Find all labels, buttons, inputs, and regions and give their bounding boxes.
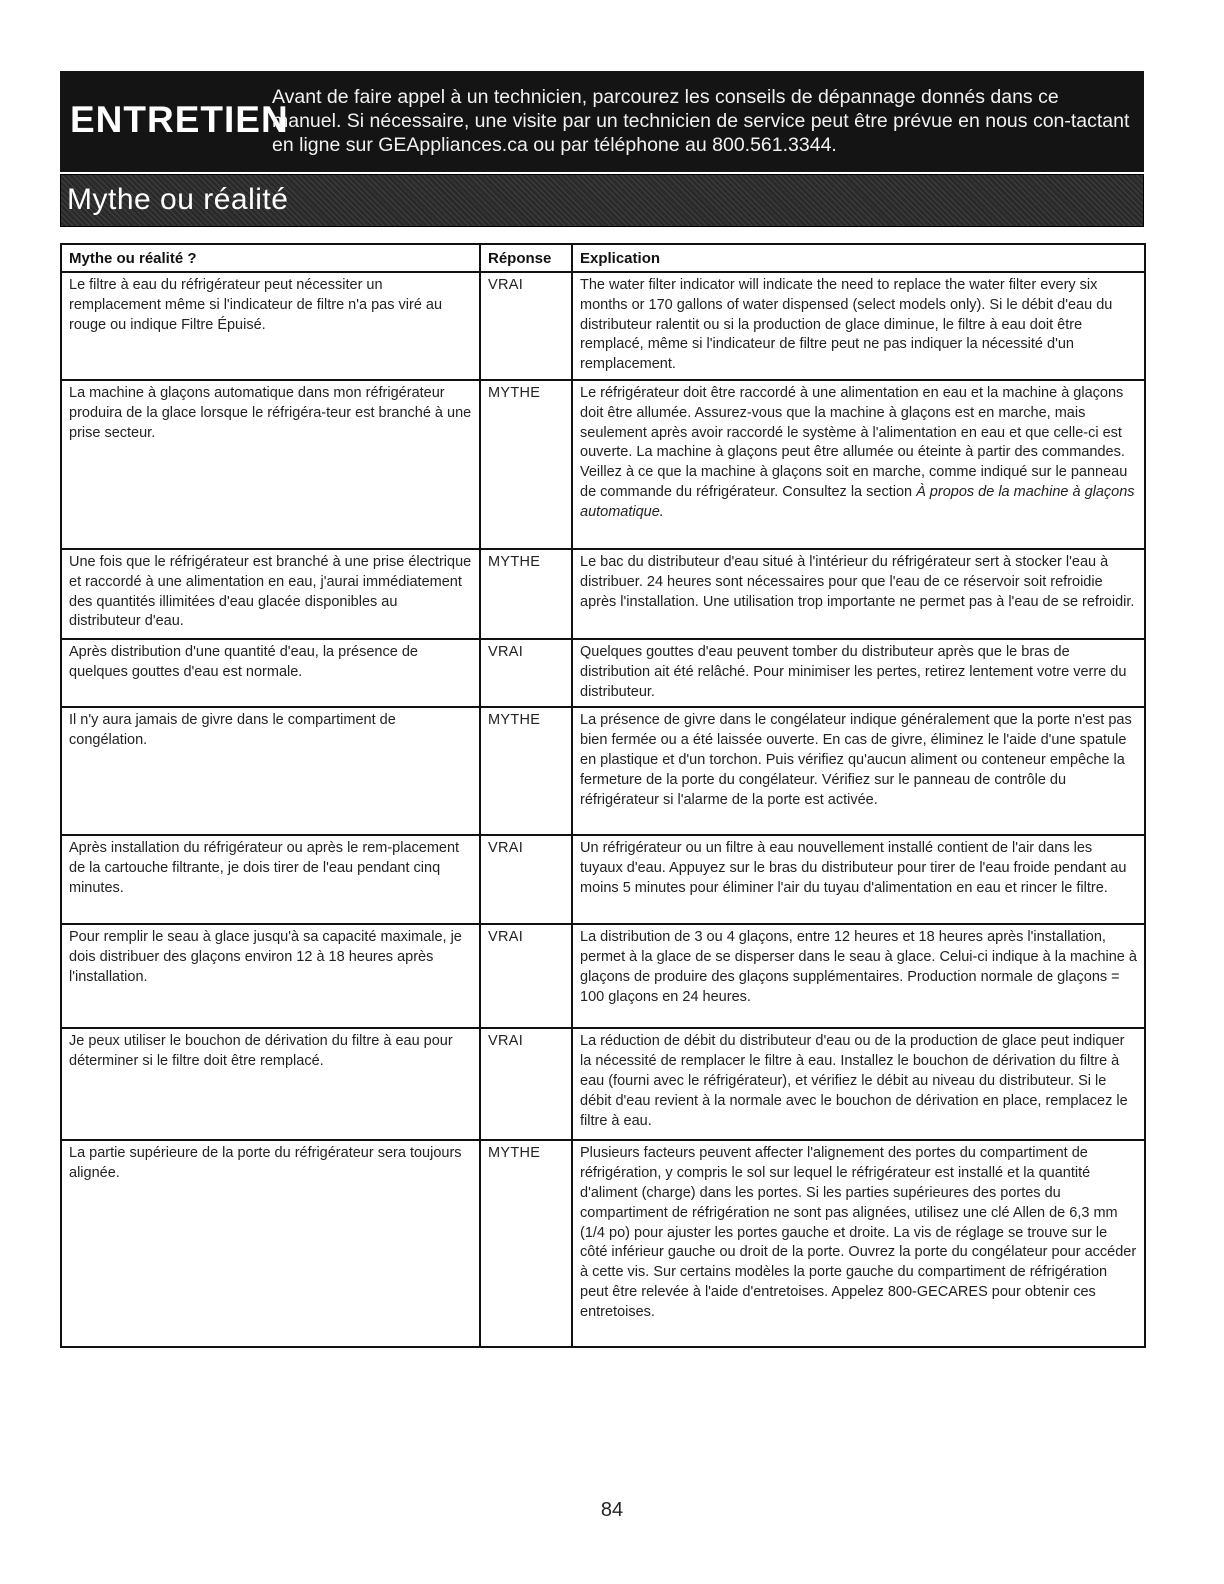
answer-cell: MYTHE xyxy=(480,1140,572,1347)
answer-cell: VRAI xyxy=(480,272,572,380)
explanation-text: La réduction de débit du distributeur d'eau ou de la production de glace peut indiquer la nécessité de remplacer le filtre à eau. Installez le bouchon de dérivation du filtre à eau (fourni avec le réfrigérateur), et vérifiez le débit au niveau du distributeur. Si le débit d'eau revient à la normale avec le bouchon de dérivation en place, remplacez le filtre à eau. xyxy=(580,1033,1128,1129)
explanation-cell xyxy=(572,272,1145,380)
explanation-cell xyxy=(572,924,1145,1028)
column-header-myth: Mythe ou réalité ? xyxy=(61,244,480,272)
answer-cell: VRAI xyxy=(480,835,572,924)
explanation-cell xyxy=(572,1140,1145,1347)
table-header-row xyxy=(61,244,1145,272)
banner-text: Avant de faire appel à un technicien, parcourez les conseils de dépannage donnés dans ce manuel. Si nécessaire, une visite par un technicien de service peut être prévue en nous con-tactant en ligne sur GEAppliances.ca ou par téléphone au 800.561.3344. xyxy=(272,86,1130,156)
myth-cell: Je peux utiliser le bouchon de dérivation du filtre à eau pour déterminer si le filtre doit être remplacé. xyxy=(61,1028,480,1140)
myth-reality-table xyxy=(60,243,1146,1348)
myth-cell: Après distribution d'une quantité d'eau, la présence de quelques gouttes d'eau est normale. xyxy=(61,639,480,707)
explanation-text: Un réfrigérateur ou un filtre à eau nouvellement installé contient de l'air dans les tuyaux d'eau. Appuyez sur le bras du distributeur pour tirer de l'eau froide pendant au moins 5 minutes pour éliminer l'air du tuyau d'alimentation en eau et rincer le filtre. xyxy=(580,840,1127,896)
myth-cell: Après installation du réfrigérateur ou après le rem-placement de la cartouche filtrante, je dois tirer de l'eau pendant cinq minutes. xyxy=(61,835,480,924)
explanation-text: Quelques gouttes d'eau peuvent tomber du distributeur après que le bras de distribution ait été relâché. Pour minimiser les pertes, retirez lentement votre verre du distributeur. xyxy=(580,643,1127,700)
answer-cell: MYTHE xyxy=(480,380,572,549)
explanation-text: La présence de givre dans le congélateur indique généralement que la porte n'est pas bien fermée ou a été laissée ouverte. En cas de givre, éliminez le l'aide d'une spatule en plastique et d'un torchon. Puis vérifiez qu'aucun aliment ou conteneur empêche la fermeture de la porte du congélateur. Vérifiez sur le panneau de contrôle du réfrigérateur si l'alarme de la porte est activée. xyxy=(580,712,1132,808)
answer-cell: MYTHE xyxy=(480,549,572,639)
table-row xyxy=(61,639,1145,707)
table-row xyxy=(61,707,1145,835)
explanation-cell xyxy=(572,639,1145,707)
answer-cell: VRAI xyxy=(480,1028,572,1140)
myth-cell: La partie supérieure de la porte du réfrigérateur sera toujours alignée. xyxy=(61,1140,480,1347)
table-row xyxy=(61,549,1145,639)
explanation-text: Plusieurs facteurs peuvent affecter l'alignement des portes du compartiment de réfrigération, y compris le sol sur lequel le réfrigérateur est installé et la quantité d'aliment (charge) dans les portes. Si les parties supérieures des portes du compartiment de réfrigération ne sont pas alignées, utilisez une clé Allen de 6,3 mm (1/4 po) pour ajuster les portes gauche et droite. La vis de réglage se trouve sur le côté inférieur gauche ou droit de la porte. Ouvrez la porte du congélateur pour accéder à cette vis. Sur certains modèles la porte gauche du compartiment de réfrigération peut être relevée à l'aide d'entretoises. Appelez 800-GECARES pour obtenir ces entretoises. xyxy=(580,1145,1137,1320)
column-header-explanation: Explication xyxy=(572,244,1145,272)
banner-title: ENTRETIEN xyxy=(70,99,289,140)
explanation-text: La distribution de 3 ou 4 glaçons, entre 12 heures et 18 heures après l'installation, permet à la glace de se disperser dans le seau à glace. Celui-ci indique à la machine à glaçons de produire des glaçons supplémentaires. Production normale de glaçons = 100 glaçons en 24 heures. xyxy=(580,929,1137,1005)
page-number: 84 xyxy=(600,1499,624,1521)
header-banner xyxy=(60,71,1144,172)
explanation-cell xyxy=(572,835,1145,924)
table-row xyxy=(61,1028,1145,1140)
table-row xyxy=(61,924,1145,1028)
table-row xyxy=(61,835,1145,924)
explanation-cell xyxy=(572,549,1145,639)
answer-cell: VRAI xyxy=(480,924,572,1028)
section-header xyxy=(60,174,1144,227)
answer-cell: VRAI xyxy=(480,639,572,707)
table-row xyxy=(61,272,1145,380)
section-title: Mythe ou réalité xyxy=(67,183,289,216)
section-reference: À propos de la machine à glaçons automatique. xyxy=(580,483,1135,520)
explanation-text: The water filter indicator will indicate the need to replace the water filter every six months or 170 gallons of water dispensed (select models only). Si le débit d'eau du distributeur ralentit ou si la production de glace diminue, le filtre à eau doit être remplacé, même si l'indicateur de filtre peut ne pas indiquer la nécessité d'un remplacement. xyxy=(580,277,1113,373)
explanation-cell xyxy=(572,1028,1145,1140)
myth-cell: Le filtre à eau du réfrigérateur peut nécessiter un remplacement même si l'indicateur de filtre n'a pas viré au rouge ou indique Filtre Épuisé. xyxy=(61,272,480,380)
explanation-cell xyxy=(572,380,1145,549)
table-row xyxy=(61,1140,1145,1347)
explanation-text: Le réfrigérateur doit être raccordé à une alimentation en eau et la machine à glaçons doit être allumée. Assurez-vous que la machine à glaçons est en marche, mais seulement après avoir raccordé le système à l'alimentation en eau et que celle-ci est ouverte. La machine à glaçons peut être allumée ou éteinte à partir des commandes. Veillez à ce que la machine à glaçons soit en marche, comme indiqué sur le panneau de commande du réfrigérateur. Consultez la section xyxy=(580,384,1128,500)
column-header-answer: Réponse xyxy=(480,244,572,272)
explanation-cell xyxy=(572,707,1145,835)
table-row xyxy=(61,380,1145,549)
myth-cell: Il n'y aura jamais de givre dans le compartiment de congélation. xyxy=(61,707,480,835)
explanation-text: Le bac du distributeur d'eau situé à l'intérieur du réfrigérateur sert à stocker l'eau à distribuer. 24 heures sont nécessaires pour que l'eau de ce réservoir soit refroidie après l'installation. Une utilisation trop importante ne permet pas à l'eau de se refroidir. xyxy=(580,553,1135,610)
answer-cell: MYTHE xyxy=(480,707,572,835)
myth-cell: Une fois que le réfrigérateur est branché à une prise électrique et raccordé à une alimentation en eau, j'aurai immédiatement des quantités illimitées d'eau glacée disponibles au distributeur d'eau. xyxy=(61,549,480,639)
myth-cell: Pour remplir le seau à glace jusqu'à sa capacité maximale, je dois distribuer des glaçons environ 12 à 18 heures après l'installation. xyxy=(61,924,480,1028)
myth-cell: La machine à glaçons automatique dans mon réfrigérateur produira de la glace lorsque le réfrigéra-teur est branché à une prise secteur. xyxy=(61,380,480,549)
